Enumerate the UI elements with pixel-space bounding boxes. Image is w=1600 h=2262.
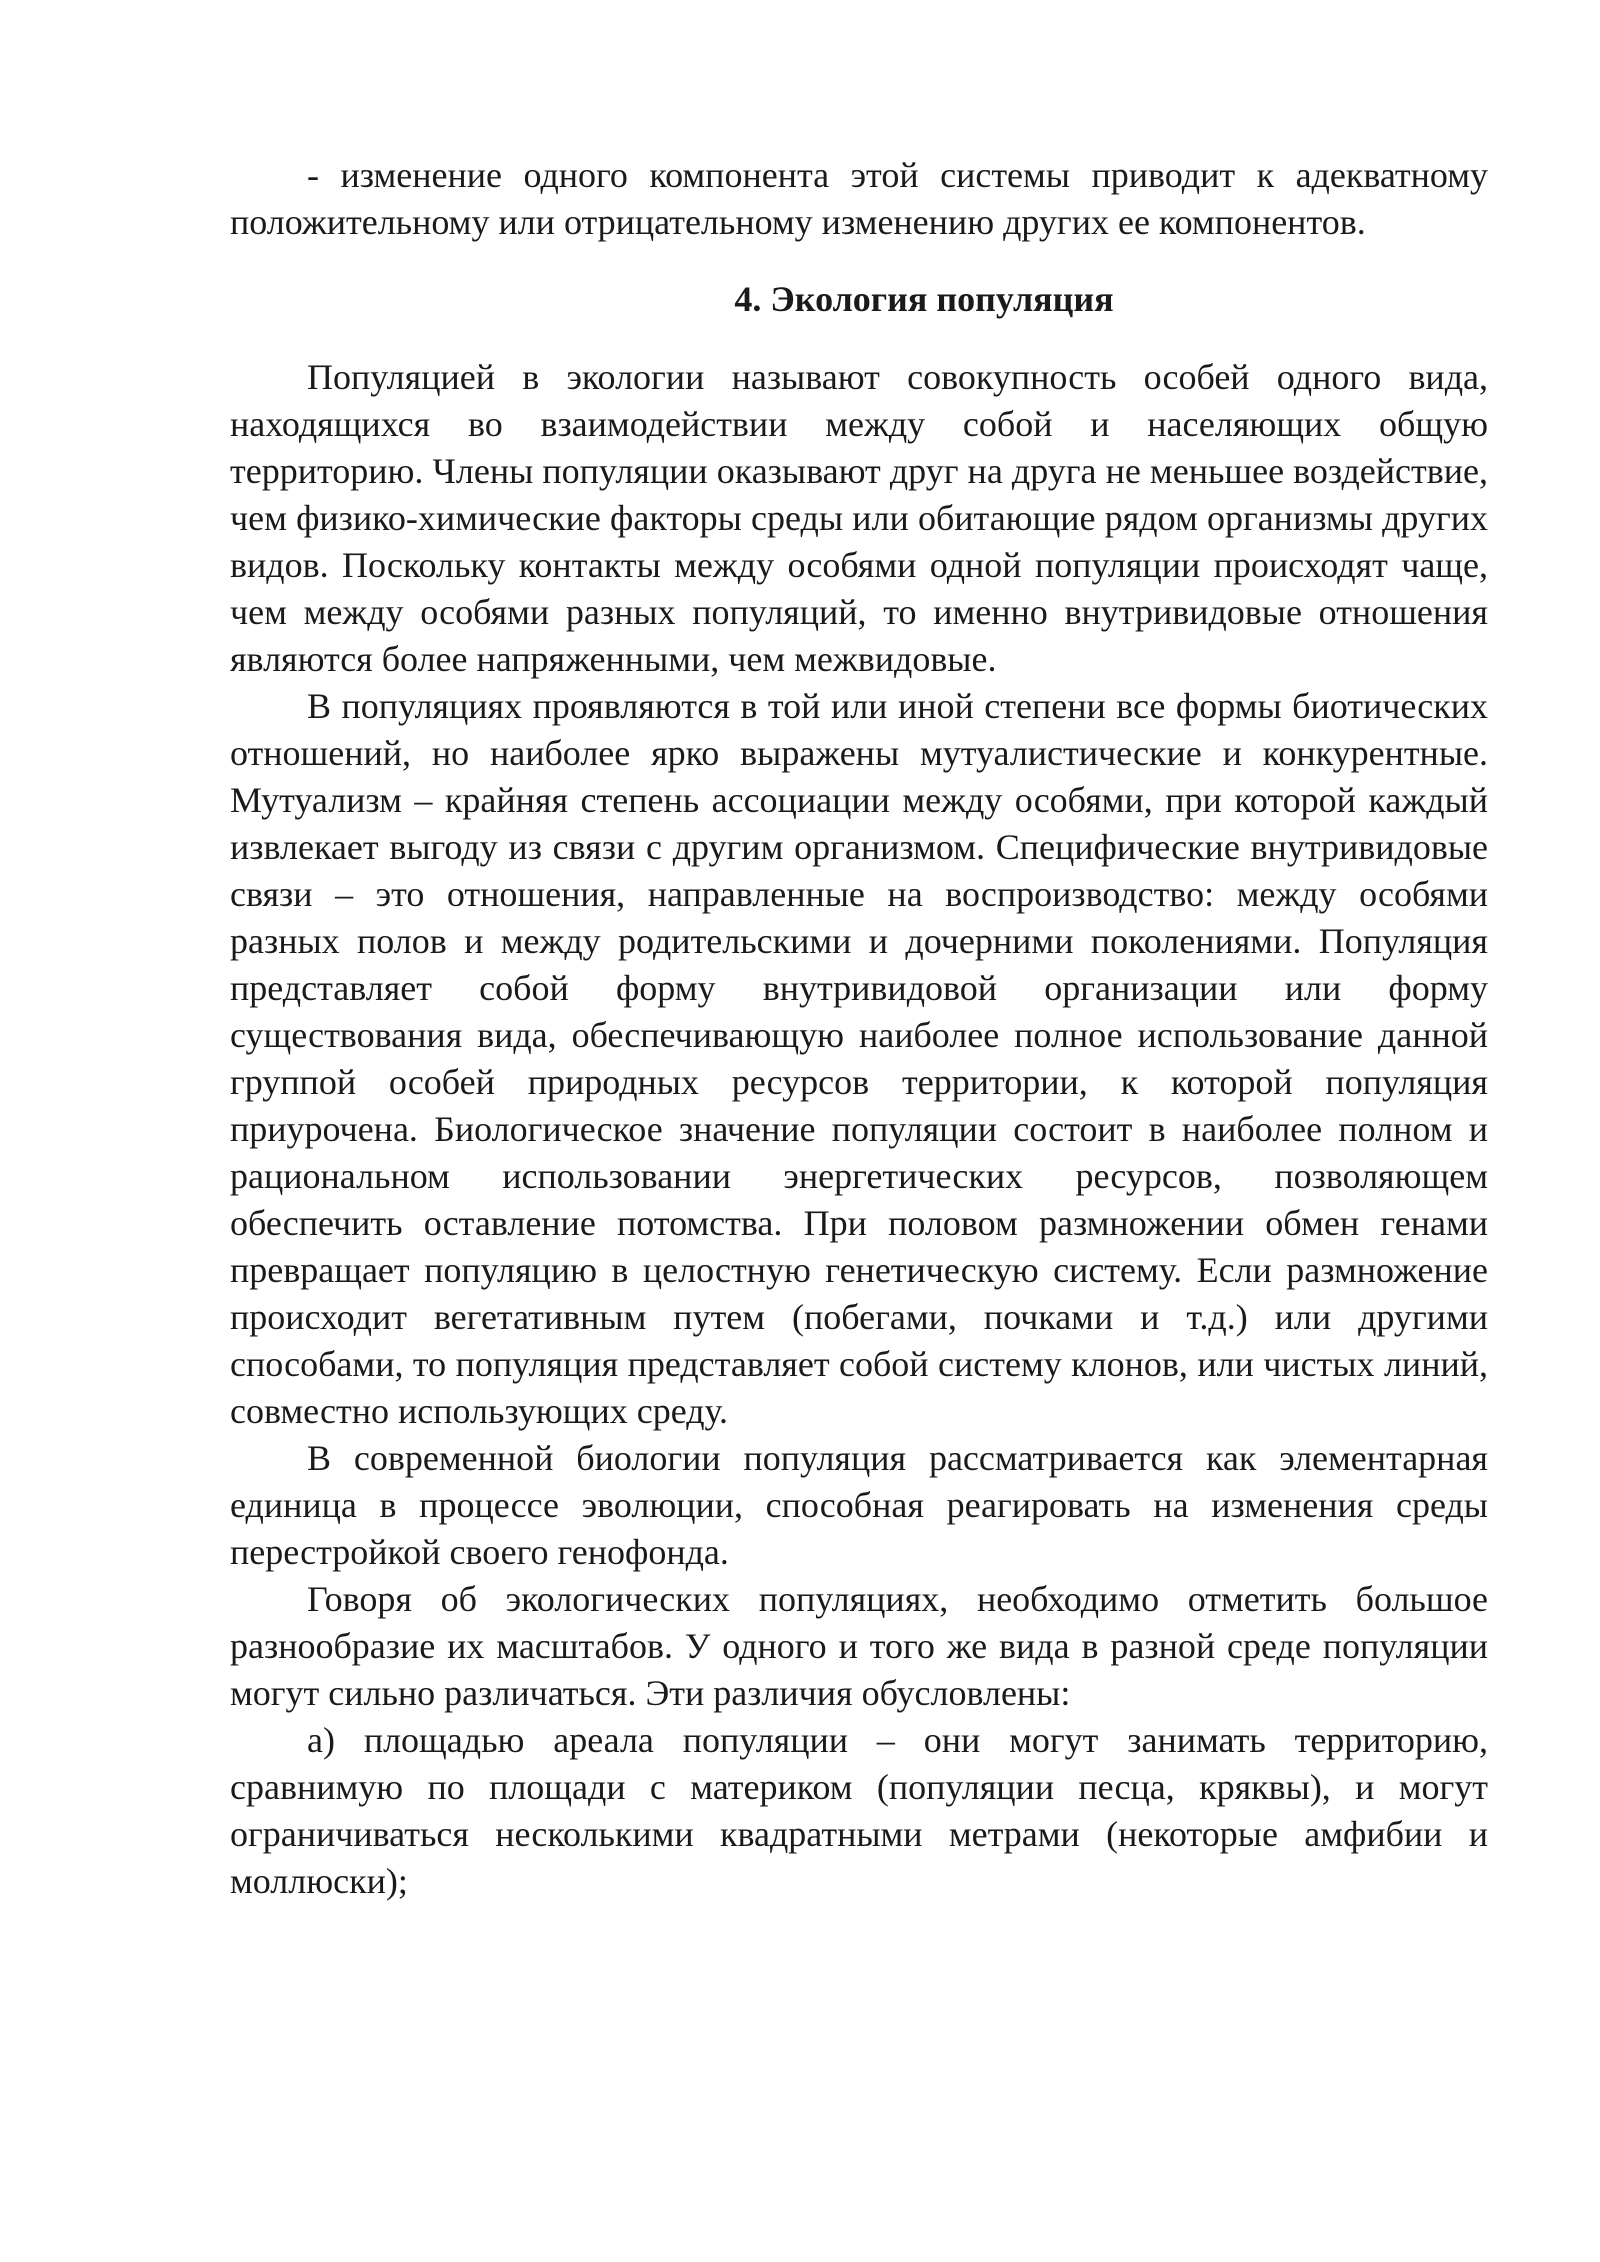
intro-paragraph: - изменение одного компонента этой системы приводит к адекватному положительному или отрицательному изменению других ее компонентов.	[230, 155, 1488, 242]
section-heading: 4. Экология популяция	[734, 279, 1114, 319]
paragraph-evolution-unit: В современной биологии популяция рассматривается как элементарная единица в процессе эволюции, способная реагировать на изменения среды перестройкой своего генофонда.	[230, 1438, 1488, 1572]
document-body	[230, 152, 1488, 1905]
list-item-range-area: а) площадью ареала популяции – они могут занимать территорию, сравнимую по площади с материком (популяции песца, кряквы), и могут ограничиваться несколькими квадратными метрами (некоторые амфибии и моллюски);	[230, 1720, 1488, 1901]
paragraph-biotic-relations: В популяциях проявляются в той или иной степени все формы биотических отношений, но наиболее ярко выражены мутуалистические и конкурентные. Мутуализм – крайняя степень ассоциации между особями, при которой каждый извлекает выгоду из связи с другим организмом. Специфические внутривидовые связи – это отношения, направленные на воспроизводство: между особями разных полов и между родительскими и дочерними поколениями. Популяция представляет собой форму внутривидовой организации или форму существования вида, обеспечивающую наиболее полное использование данной группой особей природных ресурсов территории, к которой популяция приурочена. Биологическое значение популяции состоит в наиболее полном и рациональном использовании энергетических ресурсов, позволяющем обеспечить оставление потомства. При половом размножении обмен генами превращает популяцию в целостную генетическую систему. Если размножение происходит вегетативным путем (побегами, почками и т.д.) или другими способами, то популяция представляет собой систему клонов, или чистых линий, совместно использующих среду.	[230, 686, 1488, 1431]
paragraph-population-scales: Говоря об экологических популяциях, необходимо отметить большое разнообразие их масштабов. У одного и того же вида в разной среде популяции могут сильно различаться. Эти различия обусловлены:	[230, 1579, 1488, 1713]
paragraph-population-definition: Популяцией в экологии называют совокупность особей одного вида, находящихся во взаимодействии между собой и населяющих общую территорию. Члены популяции оказывают друг на друга не меньшее воздействие, чем физико-химические факторы среды или обитающие рядом организмы других видов. Поскольку контакты между особями одной популяции происходят чаще, чем между особями разных популяций, то именно внутривидовые отношения являются более напряженными, чем межвидовые.	[230, 357, 1488, 679]
